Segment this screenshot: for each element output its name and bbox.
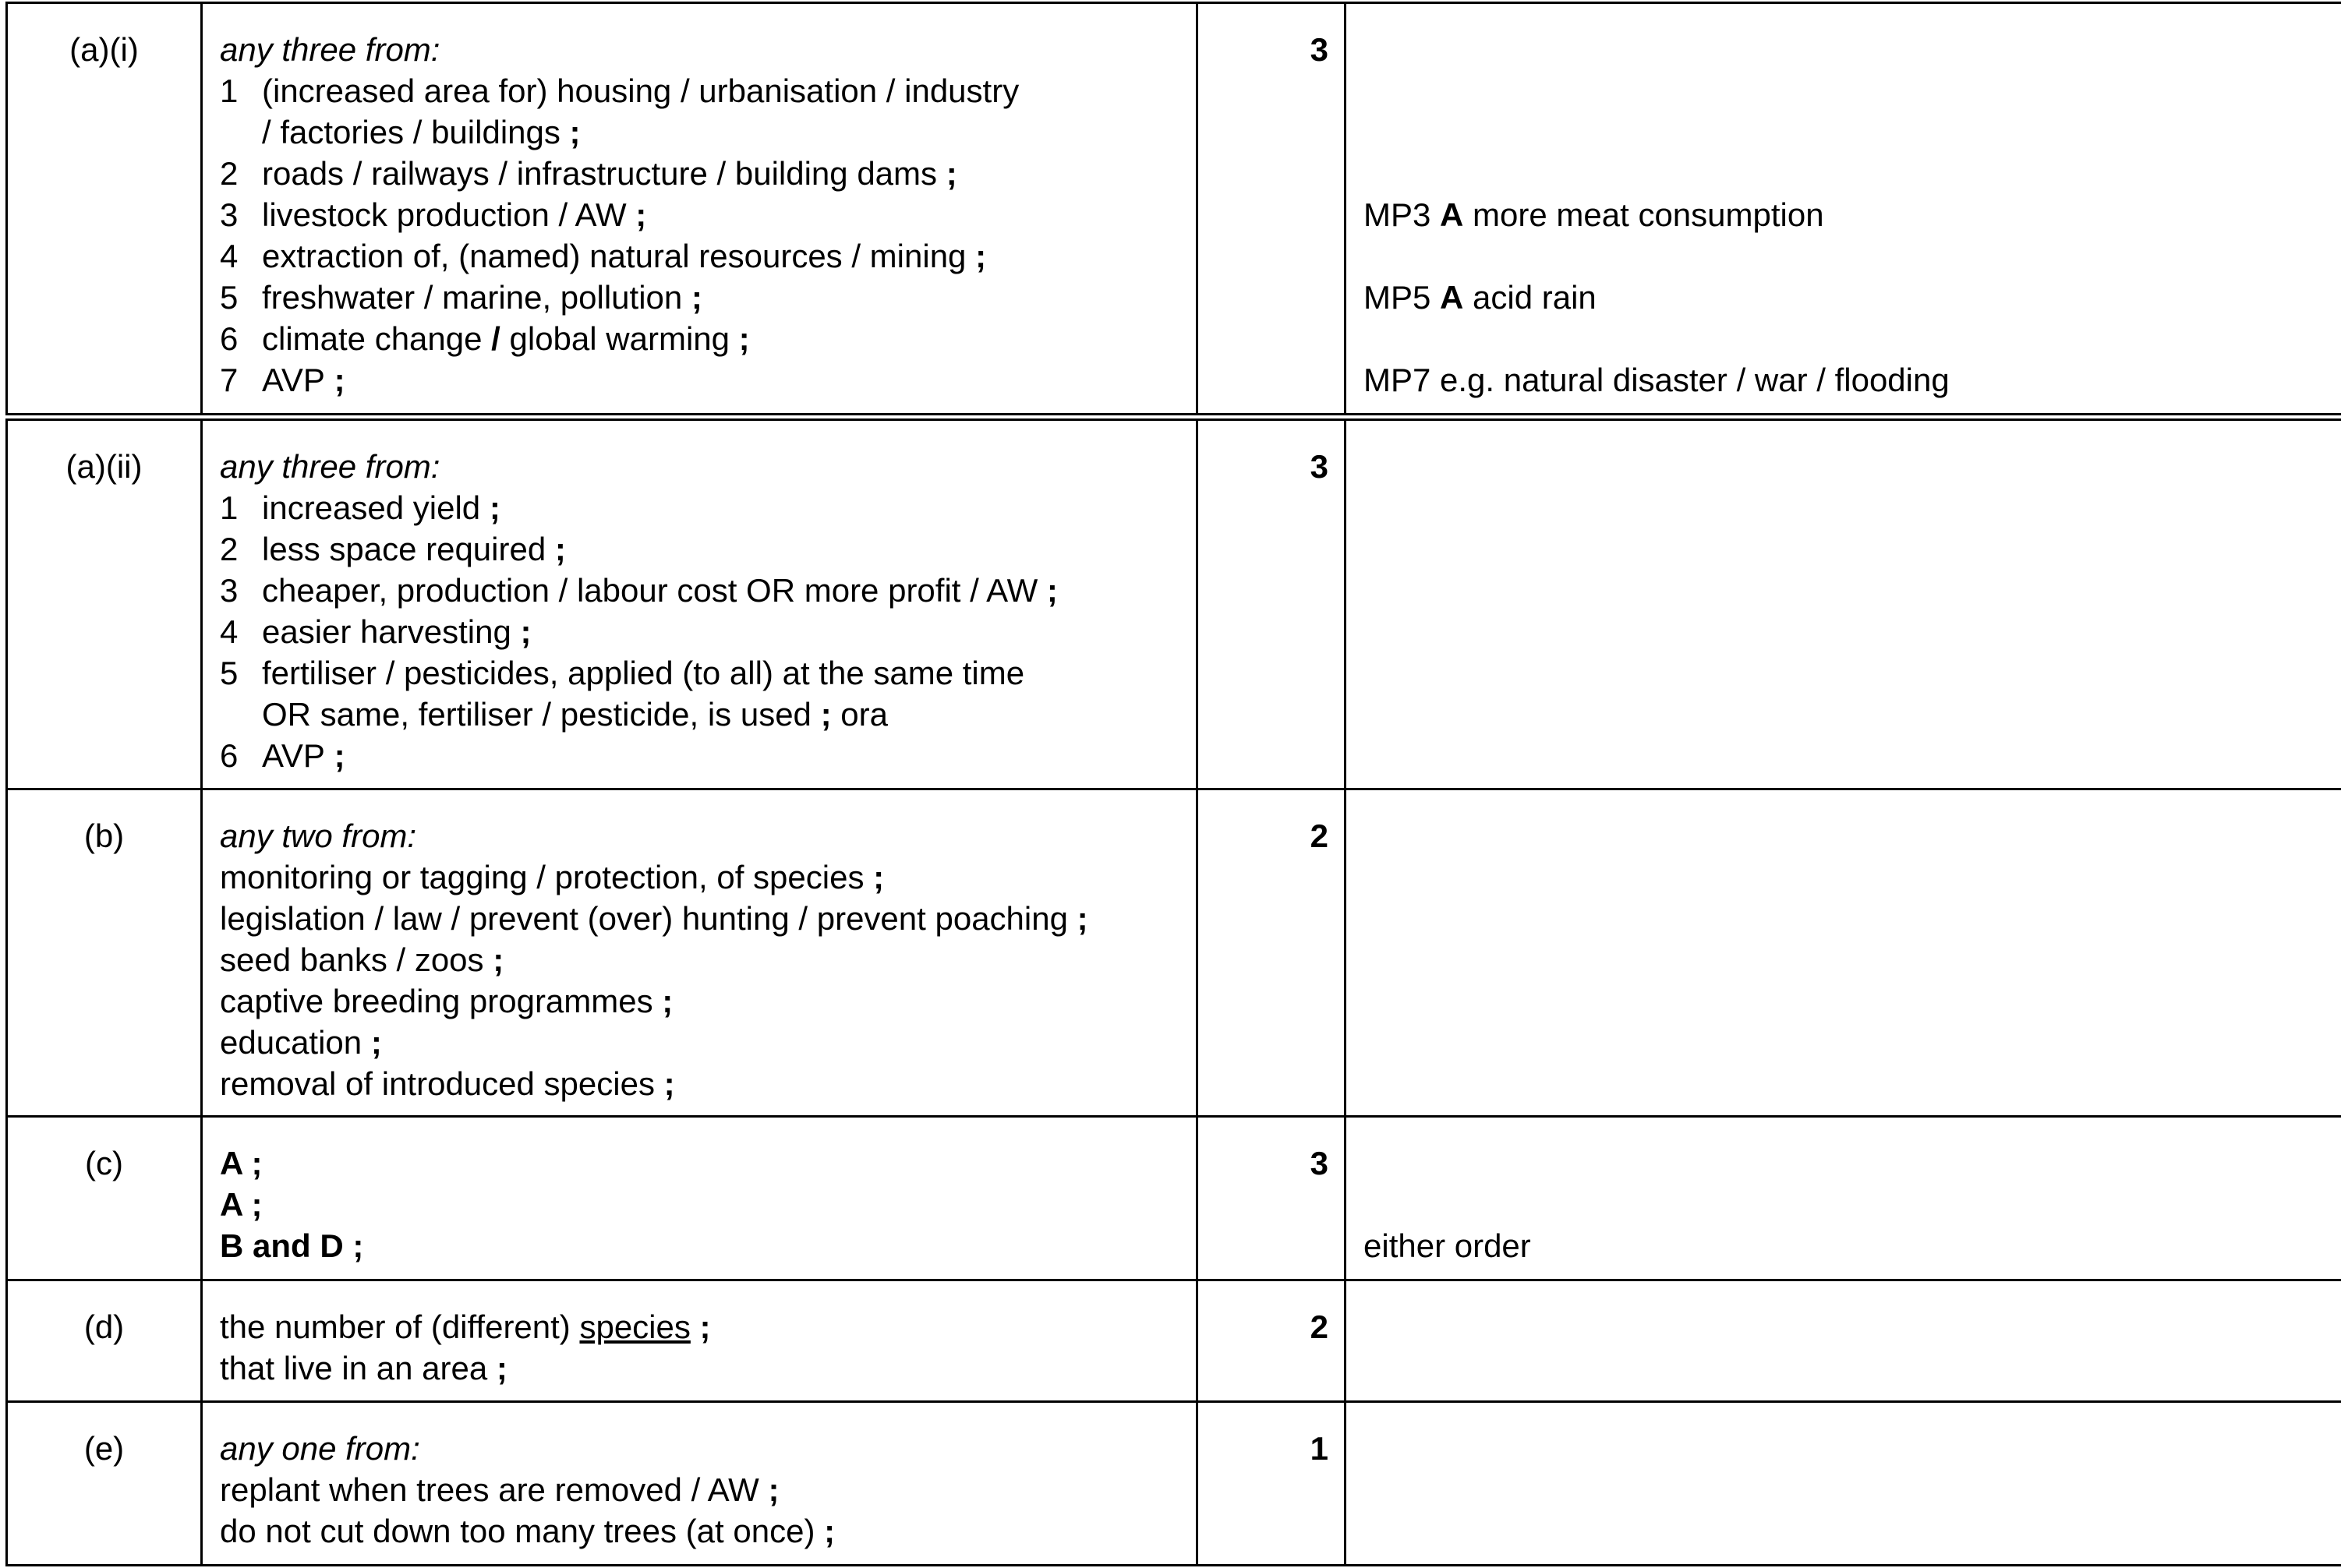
marking-point-3: 3 livestock production / AW ; — [220, 196, 647, 233]
row-d — [7, 1280, 2341, 1402]
guidance-cell — [1346, 1280, 2341, 1402]
question-number: (a)(i) — [7, 3, 202, 415]
underlined-keyword: species — [579, 1308, 691, 1345]
marking-point-1-continued: / factories / buildings ; — [262, 114, 581, 150]
question-number: (c) — [7, 1117, 202, 1280]
answer-intro: any one from: — [220, 1430, 420, 1467]
answer-line-2: A ; — [220, 1186, 263, 1223]
marks-value: 3 — [1197, 1117, 1346, 1280]
marking-point-1: 1 (increased area for) housing / urbanisation / industry — [220, 72, 1020, 109]
question-number: (d) — [7, 1280, 202, 1402]
answer-cell — [202, 1117, 1197, 1280]
guidance-mp5: MP5 A acid rain — [1363, 279, 1597, 316]
answer-line-1: A ; — [220, 1145, 263, 1181]
guidance-mp3: MP3 A more meat consumption — [1363, 196, 1824, 233]
answer-cell — [202, 420, 1197, 789]
marks-value: 3 — [1197, 3, 1346, 415]
marking-point-4: 4 extraction of, (named) natural resources / mining ; — [220, 238, 987, 274]
marking-point-7: 7 AVP ; — [220, 362, 345, 398]
answer-line-1: replant when trees are removed / AW ; — [220, 1471, 780, 1508]
guidance-cell — [1346, 789, 2341, 1117]
answer-line-2: that live in an area ; — [220, 1350, 507, 1386]
answer-line-2: do not cut down too many trees (at once) ; — [220, 1513, 836, 1549]
marking-point-5-continued: OR same, fertiliser / pesticide, is used ; ora — [262, 696, 888, 733]
row-a-i — [7, 3, 2341, 415]
question-number: (b) — [7, 789, 202, 1117]
guidance-either-order: either order — [1363, 1227, 1531, 1264]
marks-value: 1 — [1197, 1402, 1346, 1566]
row-e — [7, 1402, 2341, 1566]
question-number: (e) — [7, 1402, 202, 1566]
marking-point-5: 5 freshwater / marine, pollution ; — [220, 279, 702, 316]
mark-scheme-table-part-a-i — [5, 2, 2341, 415]
answer-cell — [202, 789, 1197, 1117]
answer-cell — [202, 1280, 1197, 1402]
marking-point-3: 3 cheaper, production / labour cost OR more profit / AW ; — [220, 572, 1058, 609]
marking-point-4: 4 easier harvesting ; — [220, 613, 532, 650]
guidance-cell — [1346, 420, 2341, 789]
guidance-cell — [1346, 1117, 2341, 1280]
marking-point-6: 6 climate change / global warming ; — [220, 320, 750, 357]
row-c — [7, 1117, 2341, 1280]
mark-scheme-table-parts-a-ii-to-e — [5, 418, 2341, 1566]
answer-line-5: education ; — [220, 1024, 382, 1061]
answer-line-3: B and D ; — [220, 1227, 364, 1264]
answer-intro: any three from: — [220, 448, 440, 485]
answer-intro: any three from: — [220, 31, 440, 68]
row-a-ii — [7, 420, 2341, 789]
guidance-cell — [1346, 3, 2341, 415]
answer-line-2: legislation / law / prevent (over) hunting / prevent poaching ; — [220, 900, 1088, 937]
marks-value: 2 — [1197, 789, 1346, 1117]
marking-point-2: 2 less space required ; — [220, 531, 566, 567]
answer-line-1: the number of (different) species ; — [220, 1308, 711, 1345]
marking-point-1: 1 increased yield ; — [220, 489, 500, 526]
answer-cell — [202, 3, 1197, 415]
answer-line-4: captive breeding programmes ; — [220, 983, 674, 1019]
question-number: (a)(ii) — [7, 420, 202, 789]
guidance-mp7: MP7 e.g. natural disaster / war / flooding — [1363, 362, 1950, 398]
answer-line-3: seed banks / zoos ; — [220, 941, 504, 978]
row-b — [7, 789, 2341, 1117]
marking-point-5: 5 fertiliser / pesticides, applied (to all) at the same time — [220, 655, 1025, 691]
guidance-cell — [1346, 1402, 2341, 1566]
answer-line-1: monitoring or tagging / protection, of species ; — [220, 859, 885, 895]
answer-intro: any two from: — [220, 818, 417, 854]
marks-value: 3 — [1197, 420, 1346, 789]
marking-point-6: 6 AVP ; — [220, 737, 345, 774]
answer-cell — [202, 1402, 1197, 1566]
marks-value: 2 — [1197, 1280, 1346, 1402]
marking-point-2: 2 roads / railways / infrastructure / building dams ; — [220, 155, 957, 192]
answer-line-6: removal of introduced species ; — [220, 1065, 675, 1102]
